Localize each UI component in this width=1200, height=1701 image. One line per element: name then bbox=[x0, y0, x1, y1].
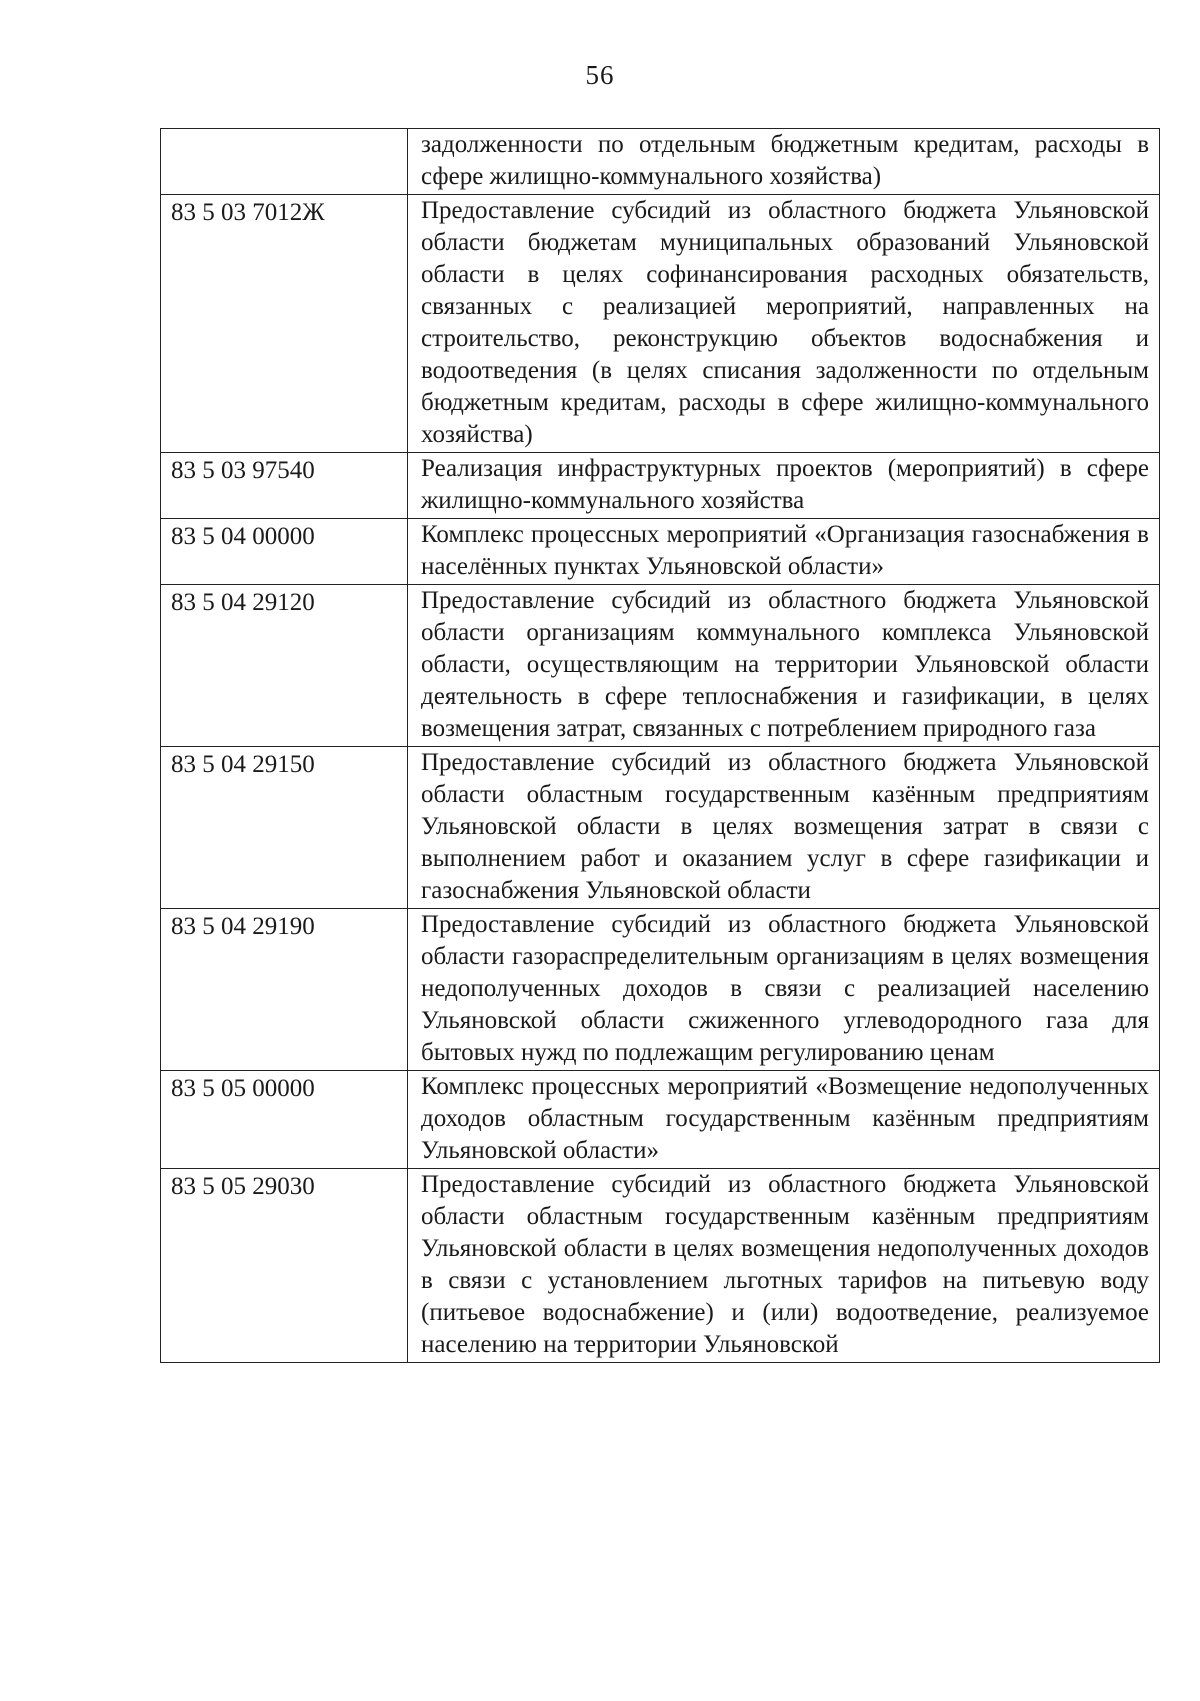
page-number: 56 bbox=[585, 60, 615, 90]
table-row bbox=[161, 585, 1160, 747]
table-row bbox=[161, 909, 1160, 1071]
description-cell: Предоставление субсидий из областного бюджета Ульяновской области организациям коммунального комплекса Ульяновской области, осуществляющим на территории Ульяновской области деятельность в сфере теплоснабжения и газификации, в целях возмещения затрат, связанных с потреблением природного газа bbox=[408, 585, 1160, 747]
code-cell: 83 5 04 00000 bbox=[161, 519, 408, 585]
code-cell: 83 5 05 29030 bbox=[161, 1169, 408, 1363]
table-row bbox=[161, 519, 1160, 585]
table-row bbox=[161, 1071, 1160, 1169]
description-cell: Предоставление субсидий из областного бюджета Ульяновской области областным государственным казённым предприятиям Ульяновской области в целях возмещения затрат в связи с выполнением работ и оказанием услуг в сфере газификации и газоснабжения Ульяновской области bbox=[408, 747, 1160, 909]
budget-codes-table bbox=[160, 128, 1160, 1363]
table-row bbox=[161, 129, 1160, 195]
code-cell: 83 5 04 29120 bbox=[161, 585, 408, 747]
code-cell: 83 5 04 29150 bbox=[161, 747, 408, 909]
code-cell: 83 5 03 97540 bbox=[161, 453, 408, 519]
description-cell: Предоставление субсидий из областного бюджета Ульяновской области бюджетам муниципальных образований Ульяновской области в целях софинансирования расходных обязательств, связанных с реализацией мероприятий, направленных на строительство, реконструкцию объектов водоснабжения и водоотведения (в целях списания задолженности по отдельным бюджетным кредитам, расходы в сфере жилищно-коммунального хозяйства) bbox=[408, 195, 1160, 453]
description-cell: Предоставление субсидий из областного бюджета Ульяновской области областным государственным казённым предприятиям Ульяновской области в целях возмещения недополученных доходов в связи с установлением льготных тарифов на питьевую воду (питьевое водоснабжение) и (или) водоотведение, реализуемое населению на территории Ульяновской bbox=[408, 1169, 1160, 1363]
description-cell: Реализация инфраструктурных проектов (мероприятий) в сфере жилищно-коммунального хозяйства bbox=[408, 453, 1160, 519]
code-cell: 83 5 04 29190 bbox=[161, 909, 408, 1071]
description-cell: Комплекс процессных мероприятий «Организация газоснабжения в населённых пунктах Ульяновской области» bbox=[408, 519, 1160, 585]
table-row bbox=[161, 195, 1160, 453]
code-cell: 83 5 03 7012Ж bbox=[161, 195, 408, 453]
code-cell bbox=[161, 129, 408, 195]
table-row bbox=[161, 453, 1160, 519]
description-cell: задолженности по отдельным бюджетным кредитам, расходы в сфере жилищно-коммунального хозяйства) bbox=[408, 129, 1160, 195]
table-row bbox=[161, 747, 1160, 909]
description-cell: Предоставление субсидий из областного бюджета Ульяновской области газораспределительным организациям в целях возмещения недополученных доходов в связи с реализацией населению Ульяновской области сжиженного углеводородного газа для бытовых нужд по подлежащим регулированию ценам bbox=[408, 909, 1160, 1071]
table-row bbox=[161, 1169, 1160, 1363]
description-cell: Комплекс процессных мероприятий «Возмещение недополученных доходов областным государственным казённым предприятиям Ульяновской области» bbox=[408, 1071, 1160, 1169]
code-cell: 83 5 05 00000 bbox=[161, 1071, 408, 1169]
